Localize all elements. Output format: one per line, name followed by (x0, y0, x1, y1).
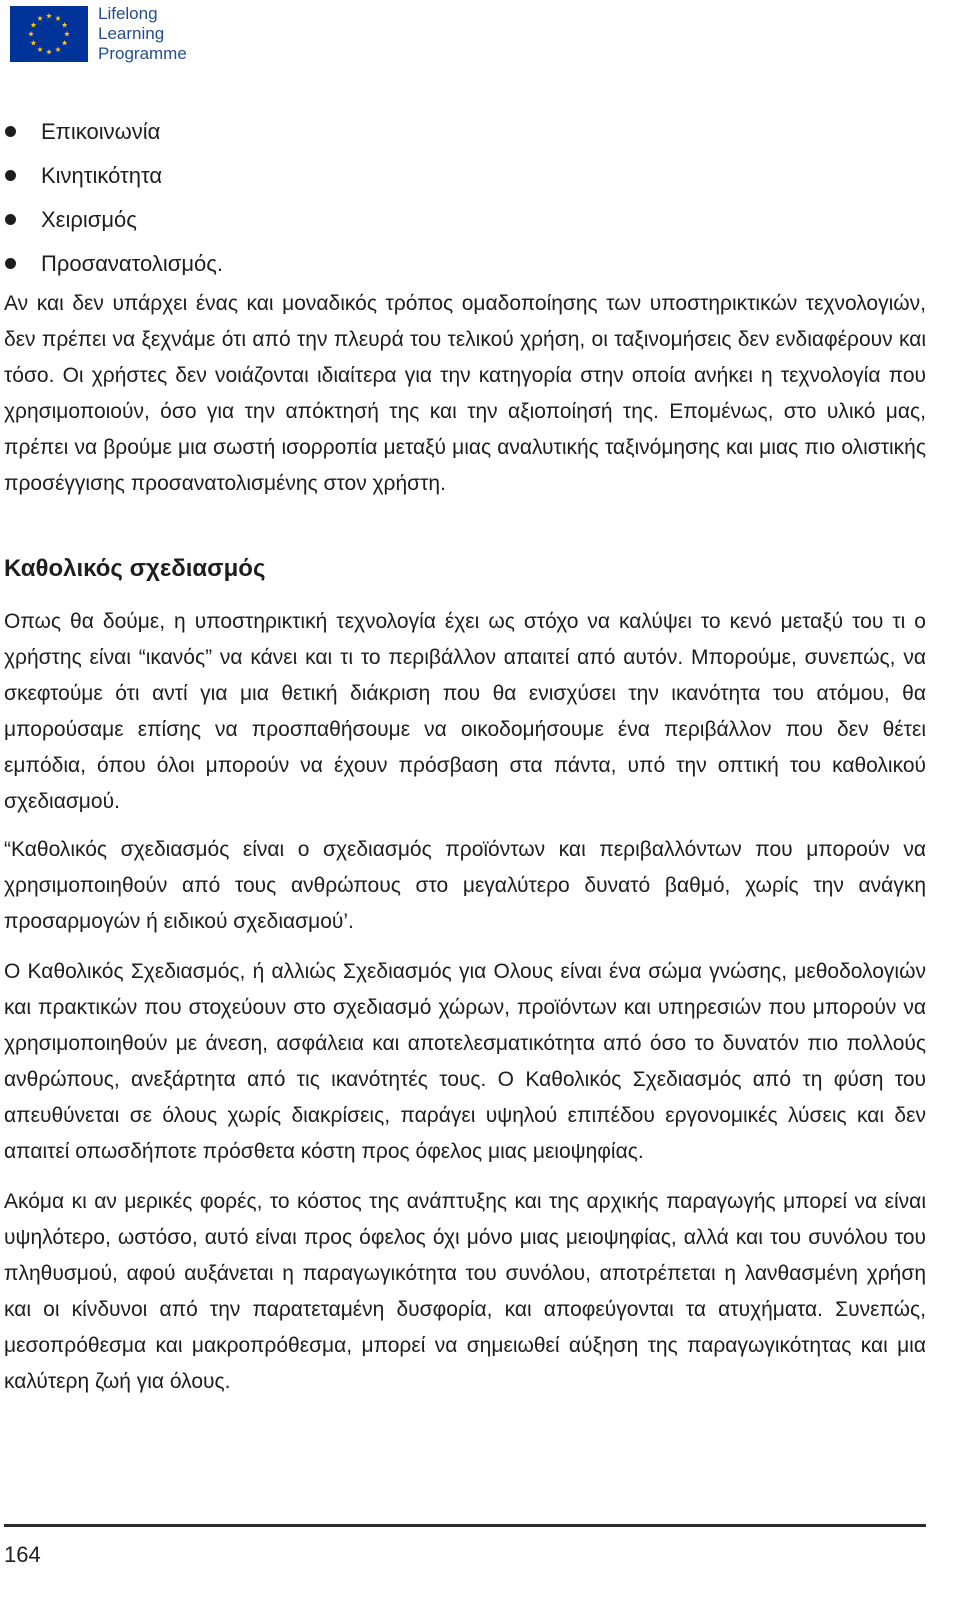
page-number: 164 (4, 1542, 41, 1567)
paragraph-costs-benefits: Ακόμα κι αν μερικές φορές, το κόστος της ανάπτυξης και της αρχικής παραγωγής μπορεί να είναι υψηλότερο, ωστόσο, αυτό είναι προς όφελος όχι μόνο μιας μειοψηφίας, αλλά και του συνόλου του πληθυσμού, αφού αυξάνεται η παραγωγικότητα του συνόλου, αποτρέπεται η λανθασμένη χρήση και οι κίνδυνοι από την παρατεταμένη δυσφορία, και αποφεύγονται τα ατυχήματα. Συνεπώς, μεσοπρόθεσμα και μακροπρόθεσμα, μπορεί να σημειωθεί αύξηση της παραγωγικότητας και μια καλύτερη ζωή για όλους. (4, 1190, 926, 1393)
list-item-text: Κινητικότητα (41, 163, 163, 188)
bullet-list (4, 110, 926, 286)
page-content (4, 110, 926, 1400)
list-item-text: Χειρισμός (41, 207, 137, 232)
paragraph-design-for-all: Ο Καθολικός Σχεδιασμός, ή αλλιώς Σχεδιασμός για Ολους είναι ένα σώμα γνώσης, μεθοδολογιών και πρακτικών που στοχεύουν στο σχεδιασμό χώρων, προϊόντων και υπηρεσιών που μπορούν να χρησιμοποιηθούν με άνεση, ασφάλεια και αποτελεσματικότητα από όσο το δυνατόν πιο πολλούς ανθρώπους, ανεξάρτητα από τις ικανότητές τους. Ο Καθολικός Σχεδιασμός από τη φύση του απευθύνεται σε όλους χωρίς διακρίσεις, παράγει υψηλού επιπέδου εργονομικές λύσεις και δεν απαιτεί οπωσδήποτε πρόσθετα κόστη προς όφελος μιας μειοψηφίας. (4, 960, 926, 1163)
list-item (4, 198, 926, 242)
list-item-text: Επικοινωνία (41, 119, 161, 144)
list-item (4, 110, 926, 154)
logo-line-3: Programme (98, 44, 187, 63)
paragraph-assistive-gap: Οπως θα δούμε, η υποστηρικτική τεχνολογία έχει ως στόχο να καλύψει το κενό μεταξύ του τι ο χρήστης είναι “ικανός” να κάνει και τι το περιβάλλον απαιτεί από αυτόν. Μπορούμε, συνεπώς, να σκεφτούμε ότι αντί για μια θετική διάκριση που θα ενισχύσει την ικανότητα του ατόμου, θα μπορούσαμε επίσης να προσπαθήσουμε να οικοδομήσουμε ένα περιβάλλον που δεν θέτει εμπόδια, όπου όλοι μπορούν να έχουν πρόσβαση στα πάντα, υπό την οπτική του καθολικού σχεδιασμού. (4, 610, 926, 813)
logo-line-1: Lifelong (98, 4, 158, 23)
list-item-text: Προσανατολισμός. (41, 251, 223, 276)
logo-text (98, 4, 187, 64)
list-item (4, 242, 926, 286)
paragraph-definition-quote: “Καθολικός σχεδιασμός είναι ο σχεδιασμός προϊόντων και περιβαλλόντων που μπορούν να χρησιμοποιηθούν από τους ανθρώπους στο μεγαλύτερο δυνατό βαθμό, χωρίς την ανάγκη προσαρμογών ή ειδικού σχεδιασμού’. (4, 838, 926, 933)
lifelong-learning-logo (10, 4, 187, 64)
bullet-icon (5, 170, 16, 181)
section-heading: Καθολικός σχεδιασμός (4, 555, 266, 582)
bullet-icon (5, 258, 16, 269)
eu-flag-icon (10, 6, 88, 62)
bullet-icon (5, 126, 16, 137)
list-item (4, 154, 926, 198)
footer-divider (4, 1524, 926, 1527)
paragraph-intro: Αν και δεν υπάρχει ένας και μοναδικός τρόπος ομαδοποίησης των υποστηρικτικών τεχνολογιών, δεν πρέπει να ξεχνάμε ότι από την πλευρά του τελικού χρήση, οι ταξινομήσεις δεν ενδιαφέρουν και τόσο. Οι χρήστες δεν νοιάζονται ιδιαίτερα για την κατηγορία στην οποία ανήκει η τεχνολογία που χρησιμοποιούν, όσο για την απόκτησή της και την αξιοποίησή της. Επομένως, στο υλικό μας, πρέπει να βρούμε μια σωστή ισορροπία μεταξύ μιας αναλυτικής ταξινόμησης και μιας πιο ολιστικής προσέγγισης προσανατολισμένης στον χρήστη. (4, 292, 926, 495)
bullet-icon (5, 214, 16, 225)
logo-line-2: Learning (98, 24, 165, 43)
